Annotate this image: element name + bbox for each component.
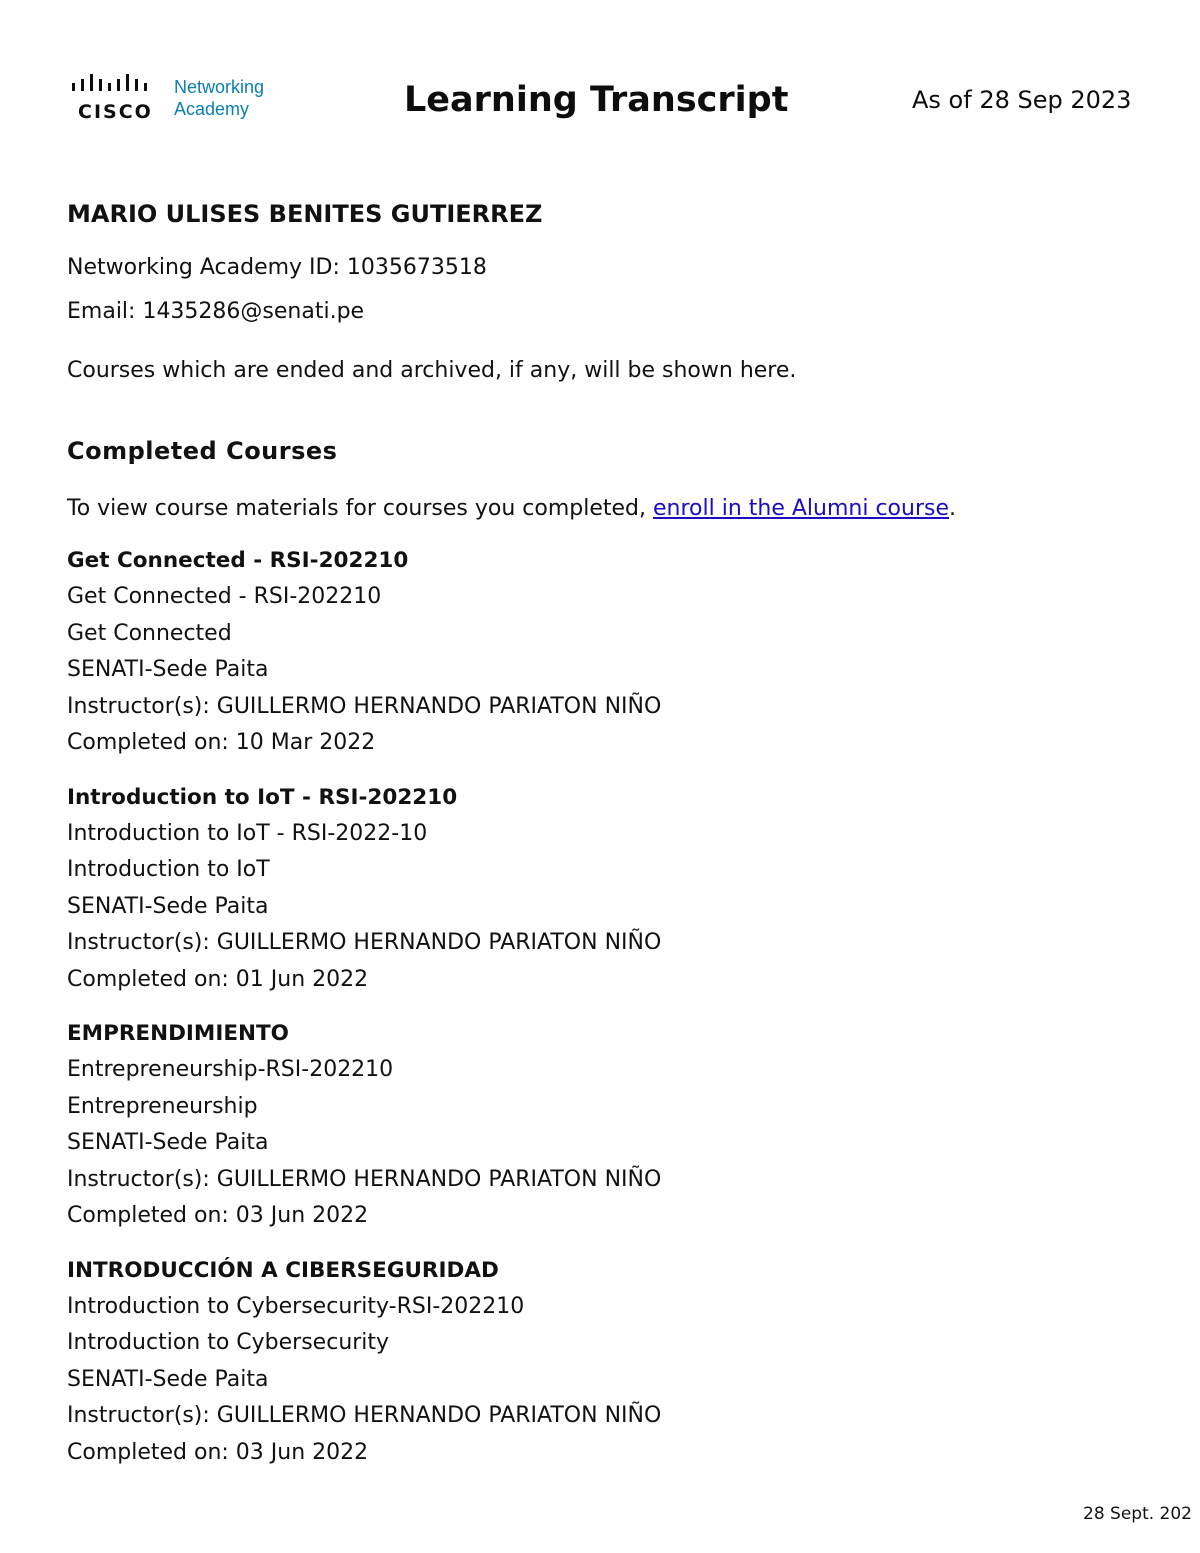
course-institution: SENATI-Sede Paita	[67, 893, 269, 919]
course-completed-date: Completed on: 01 Jun 2022	[67, 966, 369, 992]
alumni-course-link[interactable]: enroll in the Alumni course	[653, 496, 949, 521]
transcript-body	[67, 196, 1167, 1471]
course-entry	[67, 1016, 1167, 1235]
alumni-intro	[67, 493, 1167, 525]
course-name: Introduction to IoT	[67, 857, 270, 882]
networking-academy-wordmark	[174, 76, 264, 120]
course-name: Introduction to Cybersecurity	[67, 1330, 390, 1355]
course-title: Introduction to IoT - RSI-202210	[67, 784, 458, 810]
course-name: Entrepreneurship	[67, 1093, 258, 1119]
course-section: Get Connected - RSI-202210	[67, 584, 382, 609]
course-completed-date: Completed on: 03 Jun 2022	[67, 1439, 369, 1465]
alumni-intro-period: .	[949, 496, 956, 521]
cisco-networking-academy-logo	[70, 74, 290, 126]
cisco-bars-icon	[70, 74, 160, 98]
cisco-wordmark: CISCO	[78, 101, 153, 123]
completed-courses-heading: Completed Courses	[67, 437, 338, 465]
course-section: Entrepreneurship-RSI-202210	[67, 1057, 394, 1082]
document-title: Learning Transcript	[404, 80, 789, 120]
alumni-intro-text: To view course materials for courses you completed,	[67, 496, 653, 521]
course-completed-date: Completed on: 03 Jun 2022	[67, 1203, 369, 1228]
archived-courses-note: Courses which are ended and archived, if any, will be shown here.	[67, 358, 797, 383]
course-instructors: Instructor(s): GUILLERMO HERNANDO PARIATON NIÑO	[67, 1403, 662, 1428]
course-institution: SENATI-Sede Paita	[67, 1366, 269, 1392]
course-institution: SENATI-Sede Paita	[67, 657, 269, 682]
course-entry	[67, 780, 1167, 999]
student-name: MARIO ULISES BENITES GUTIERREZ	[67, 200, 543, 228]
course-section: Introduction to Cybersecurity-RSI-202210	[67, 1293, 525, 1319]
logo-line-networking: Networking	[174, 77, 265, 97]
course-instructors: Instructor(s): GUILLERMO HERNANDO PARIATON NIÑO	[67, 930, 662, 955]
page-header	[0, 0, 1200, 150]
student-email: Email: 1435286@senati.pe	[67, 299, 365, 324]
logo-line-academy: Academy	[174, 99, 250, 119]
footer-page-date: 28 Sept. 202	[1083, 1504, 1192, 1524]
course-title: INTRODUCCIÓN A CIBERSEGURIDAD	[67, 1257, 499, 1283]
course-name: Get Connected	[67, 620, 232, 646]
course-entry	[67, 1253, 1167, 1472]
course-title: Get Connected - RSI-202210	[67, 548, 409, 573]
course-section: Introduction to IoT - RSI-2022-10	[67, 820, 428, 846]
as-of-date: As of 28 Sep 2023	[912, 86, 1132, 114]
course-instructors: Instructor(s): GUILLERMO HERNANDO PARIATON NIÑO	[67, 693, 662, 719]
course-entry	[67, 543, 1167, 762]
course-completed-date: Completed on: 10 Mar 2022	[67, 730, 376, 755]
course-instructors: Instructor(s): GUILLERMO HERNANDO PARIATON NIÑO	[67, 1166, 662, 1192]
course-institution: SENATI-Sede Paita	[67, 1130, 269, 1155]
academy-id: Networking Academy ID: 1035673518	[67, 255, 487, 280]
course-title: EMPRENDIMIENTO	[67, 1021, 289, 1046]
